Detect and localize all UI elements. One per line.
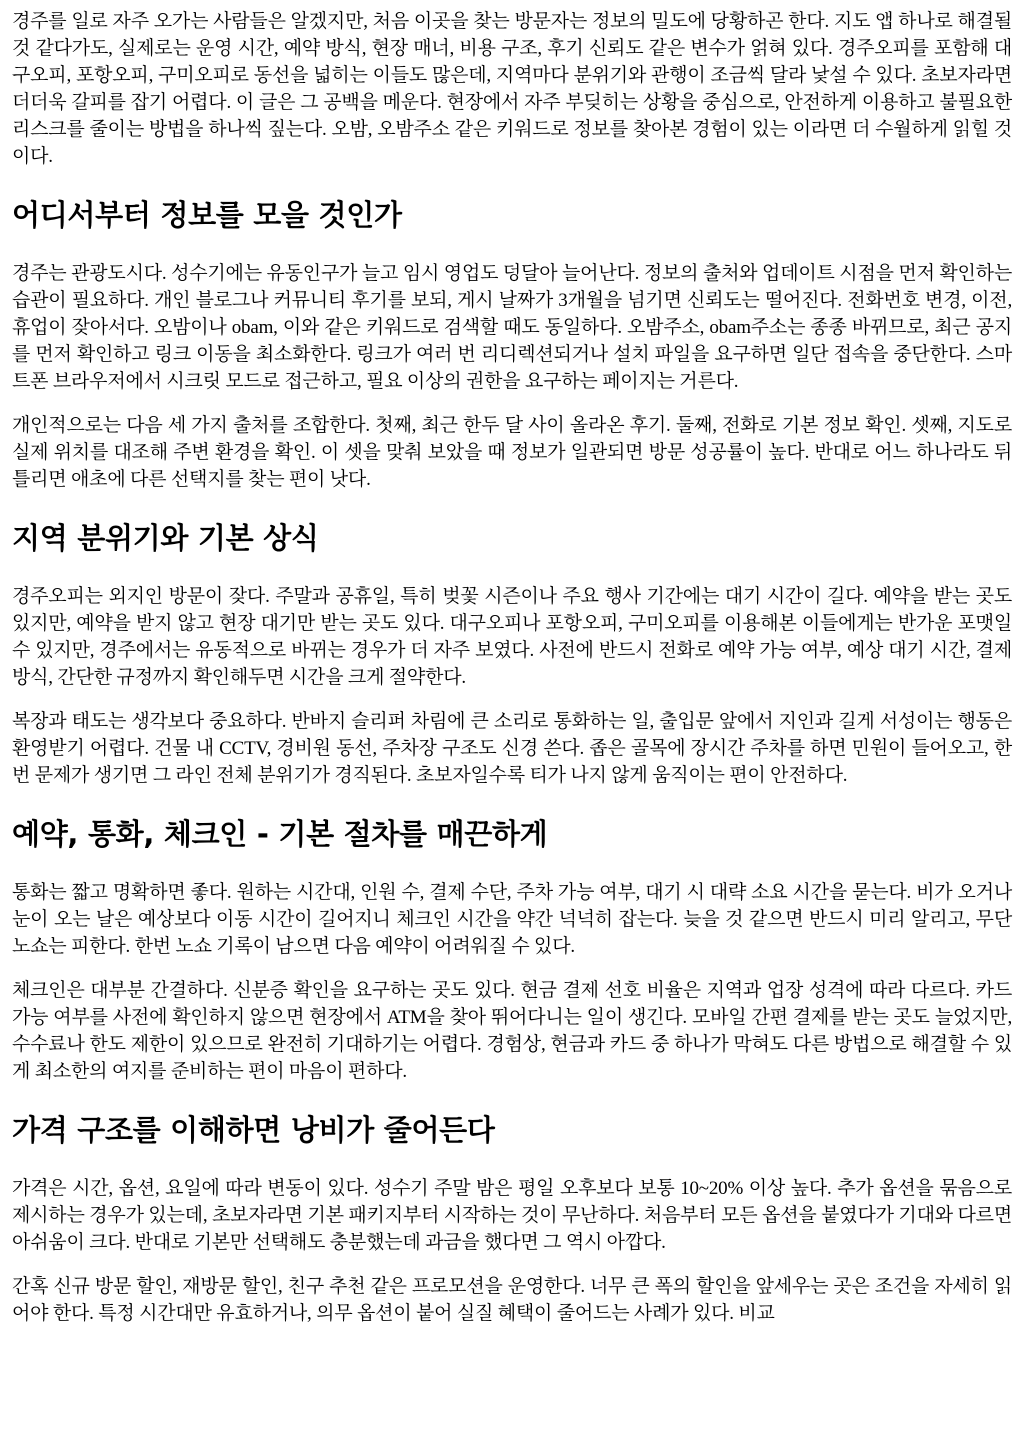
intro-paragraph: 경주를 일로 자주 오가는 사람들은 알겠지만, 처음 이곳을 찾는 방문자는 정보의 밀도에 당황하곤 한다. 지도 앱 하나로 해결될 것 같다가도, 실제로는 운영 시간, 예약 방식, 현장 매너, 비용 구조, 후기 신뢰도 같은 변수가 얽혀 있다. 경주오피를 포함해 대구오피, 포항오피, 구미오피로 동선을 넓히는 이들도 많은데, 지역마다 분위기와 관행이 조금씩 달라 낯설 수 있다. 초보자라면 더더욱 갈피를 잡기 어렵다. 이 글은 그 공백을 메운다. 현장에서 자주 부딪히는 상황을 중심으로, 안전하게 이용하고 불필요한 리스크를 줄이는 방법을 하나씩 짚는다. 오밤, 오밤주소 같은 키워드로 정보를 찾아본 경험이 있는 이라면 더 수월하게 읽힐 것이다. <box>12 11 1012 167</box>
section-heading-local-atmosphere: 지역 분위기와 기본 상식 <box>12 521 319 555</box>
section-heading-price-structure: 가격 구조를 이해하면 낭비가 줄어든다 <box>12 1113 495 1147</box>
paragraph: 개인적으로는 다음 세 가지 출처를 조합한다. 첫째, 최근 한두 달 사이 올라온 후기. 둘째, 전화로 기본 정보 확인. 셋째, 지도로 실제 위치를 대조해 주변 환경을 확인. 이 셋을 맞춰 보았을 때 정보가 일관되면 방문 성공률이 높다. 반대로 어느 하나라도 뒤틀리면 애초에 다른 선택지를 찾는 편이 낫다. <box>12 415 1012 490</box>
paragraph: 간혹 신규 방문 할인, 재방문 할인, 친구 추천 같은 프로모션을 운영한다. 너무 큰 폭의 할인을 앞세우는 곳은 조건을 자세히 읽어야 한다. 특정 시간대만 유효하거나, 의무 옵션이 붙어 실질 혜택이 줄어드는 사례가 있다. 비교 <box>12 1276 1012 1324</box>
paragraph: 복장과 태도는 생각보다 중요하다. 반바지 슬리퍼 차림에 큰 소리로 통화하는 일, 출입문 앞에서 지인과 길게 서성이는 행동은 환영받기 어렵다. 건물 내 CCTV, 경비원 동선, 주차장 구조도 신경 쓴다. 좁은 골목에 장시간 주차를 하면 민원이 들어오고, 한 번 문제가 생기면 그 라인 전체 분위기가 경직된다. 초보자일수록 티가 나지 않게 움직이는 편이 안전하다. <box>12 711 1012 786</box>
paragraph: 가격은 시간, 옵션, 요일에 따라 변동이 있다. 성수기 주말 밤은 평일 오후보다 보통 10~20% 이상 높다. 추가 옵션을 묶음으로 제시하는 경우가 있는데, 초보자라면 기본 패키지부터 시작하는 것이 무난하다. 처음부터 모든 옵션을 붙였다가 기대와 다르면 아쉬움이 크다. 반대로 기본만 선택해도 충분했는데 과금을 했다면 그 역시 아깝다. <box>12 1178 1012 1253</box>
section-heading-booking-procedure: 예약, 통화, 체크인 - 기본 절차를 매끈하게 <box>12 817 548 851</box>
section-heading-info-sources: 어디서부터 정보를 모을 것인가 <box>12 198 402 232</box>
paragraph: 체크인은 대부분 간결하다. 신분증 확인을 요구하는 곳도 있다. 현금 결제 선호 비율은 지역과 업장 성격에 따라 다르다. 카드 가능 여부를 사전에 확인하지 않으면 현장에서 ATM을 찾아 뛰어다니는 일이 생긴다. 모바일 간편 결제를 받는 곳도 늘었지만, 수수료나 한도 제한이 있으므로 완전히 기대하기는 어렵다. 경험상, 현금과 카드 중 하나가 막혀도 다른 방법으로 해결할 수 있게 최소한의 여지를 준비하는 편이 마음이 편하다. <box>12 980 1012 1082</box>
paragraph: 경주는 관광도시다. 성수기에는 유동인구가 늘고 임시 영업도 덩달아 늘어난다. 정보의 출처와 업데이트 시점을 먼저 확인하는 습관이 필요하다. 개인 블로그나 커뮤니티 후기를 보되, 게시 날짜가 3개월을 넘기면 신뢰도는 떨어진다. 전화번호 변경, 이전, 휴업이 잦아서다. 오밤이나 obam, 이와 같은 키워드로 검색할 때도 동일하다. 오밤주소, obam주소는 종종 바뀌므로, 최근 공지를 먼저 확인하고 링크 이동을 최소화한다. 링크가 여러 번 리디렉션되거나 설치 파일을 요구하면 일단 접속을 중단한다. 스마트폰 브라우저에서 시크릿 모드로 접근하고, 필요 이상의 권한을 요구하는 페이지는 거른다. <box>12 263 1012 392</box>
paragraph: 통화는 짧고 명확하면 좋다. 원하는 시간대, 인원 수, 결제 수단, 주차 가능 여부, 대기 시 대략 소요 시간을 묻는다. 비가 오거나 눈이 오는 날은 예상보다 이동 시간이 길어지니 체크인 시간을 약간 넉넉히 잡는다. 늦을 것 같으면 반드시 미리 알리고, 무단 노쇼는 피한다. 한번 노쇼 기록이 남으면 다음 예약이 어려워질 수 있다. <box>12 882 1012 957</box>
paragraph: 경주오피는 외지인 방문이 잦다. 주말과 공휴일, 특히 벚꽃 시즌이나 주요 행사 기간에는 대기 시간이 길다. 예약을 받는 곳도 있지만, 예약을 받지 않고 현장 대기만 받는 곳도 있다. 대구오피나 포항오피, 구미오피를 이용해본 이들에게는 반가운 포맷일 수 있지만, 경주에서는 유동적으로 바뀌는 경우가 더 자주 보였다. 사전에 반드시 전화로 예약 가능 여부, 예상 대기 시간, 결제 방식, 간단한 규정까지 확인해두면 시간을 크게 절약한다. <box>12 586 1012 688</box>
